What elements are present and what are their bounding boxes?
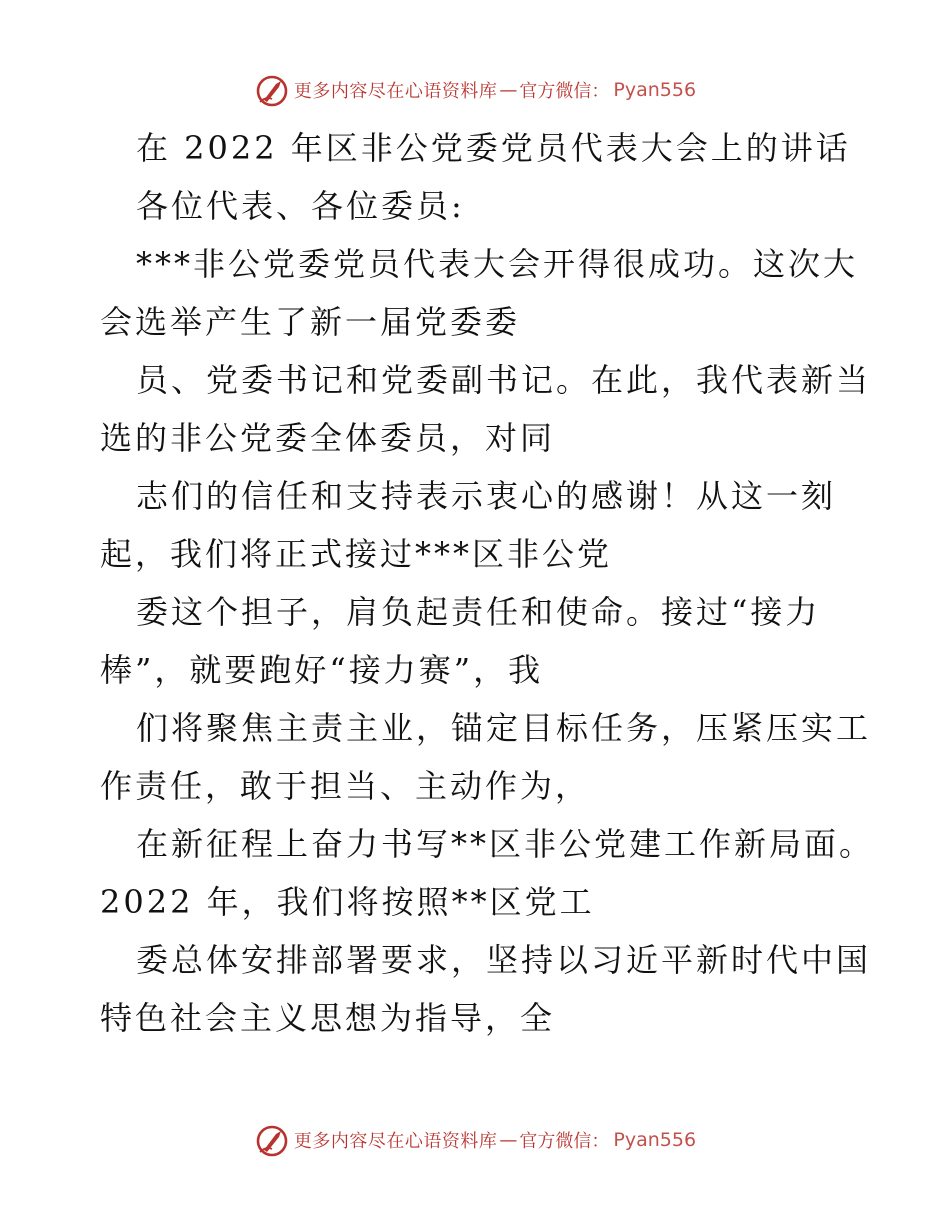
paragraph-line: ***非公党委党员代表大会开得很成功。这次大 (136, 245, 859, 283)
paragraph-line: 2022 年，我们将按照**区党工 (100, 883, 595, 921)
paragraph-line: 志们的信任和支持表示衷心的感谢！从这一刻 (136, 477, 837, 515)
watermark-site-text: 更多内容尽在心语资料库 (293, 81, 498, 102)
pen-logo-icon (254, 1122, 290, 1158)
paragraph-line: 委这个担子，肩负起责任和使命。接过“接力 (136, 593, 821, 631)
watermark-wechat-id: Pyan556 (613, 79, 697, 101)
paragraph-line: 选的非公党委全体委员，对同 (100, 419, 556, 457)
paragraph-line: 委总体安排部署要求，坚持以习近平新时代中国 (136, 941, 872, 979)
watermark-dash: — (499, 79, 518, 101)
watermark-site-text: 更多内容尽在心语资料库 (293, 1131, 498, 1152)
watermark-wechat-label: 官方微信： (519, 1131, 610, 1152)
watermark-banner-bottom (0, 1120, 950, 1160)
paragraph-line: 作责任，敢于担当、主动作为， (100, 767, 591, 805)
paragraph-line: 会选举产生了新一届党委委 (100, 303, 521, 341)
salutation: 各位代表、各位委员: (136, 187, 465, 225)
paragraph-line: 员、党委书记和党委副书记。在此，我代表新当 (136, 361, 872, 399)
paragraph-line: 特色社会主义思想为指导，全 (100, 999, 556, 1037)
watermark-wechat-label: 官方微信： (519, 81, 610, 102)
pen-logo-icon (254, 72, 290, 108)
paragraph-line: 们将聚焦主责主业，锚定目标任务，压紧压实工 (136, 709, 872, 747)
document-title: 在 2022 年区非公党委党员代表大会上的讲话 (136, 129, 851, 167)
watermark-banner-top (0, 70, 950, 110)
paragraph-line: 起，我们将正式接过***区非公党 (100, 535, 613, 573)
watermark-wechat-id: Pyan556 (613, 1129, 697, 1151)
paragraph-line: 棒”，就要跑好“接力赛”，我 (100, 651, 544, 689)
paragraph-line: 在新征程上奋力书写**区非公党建工作新局面。 (136, 825, 875, 863)
watermark-dash: — (499, 1129, 518, 1151)
